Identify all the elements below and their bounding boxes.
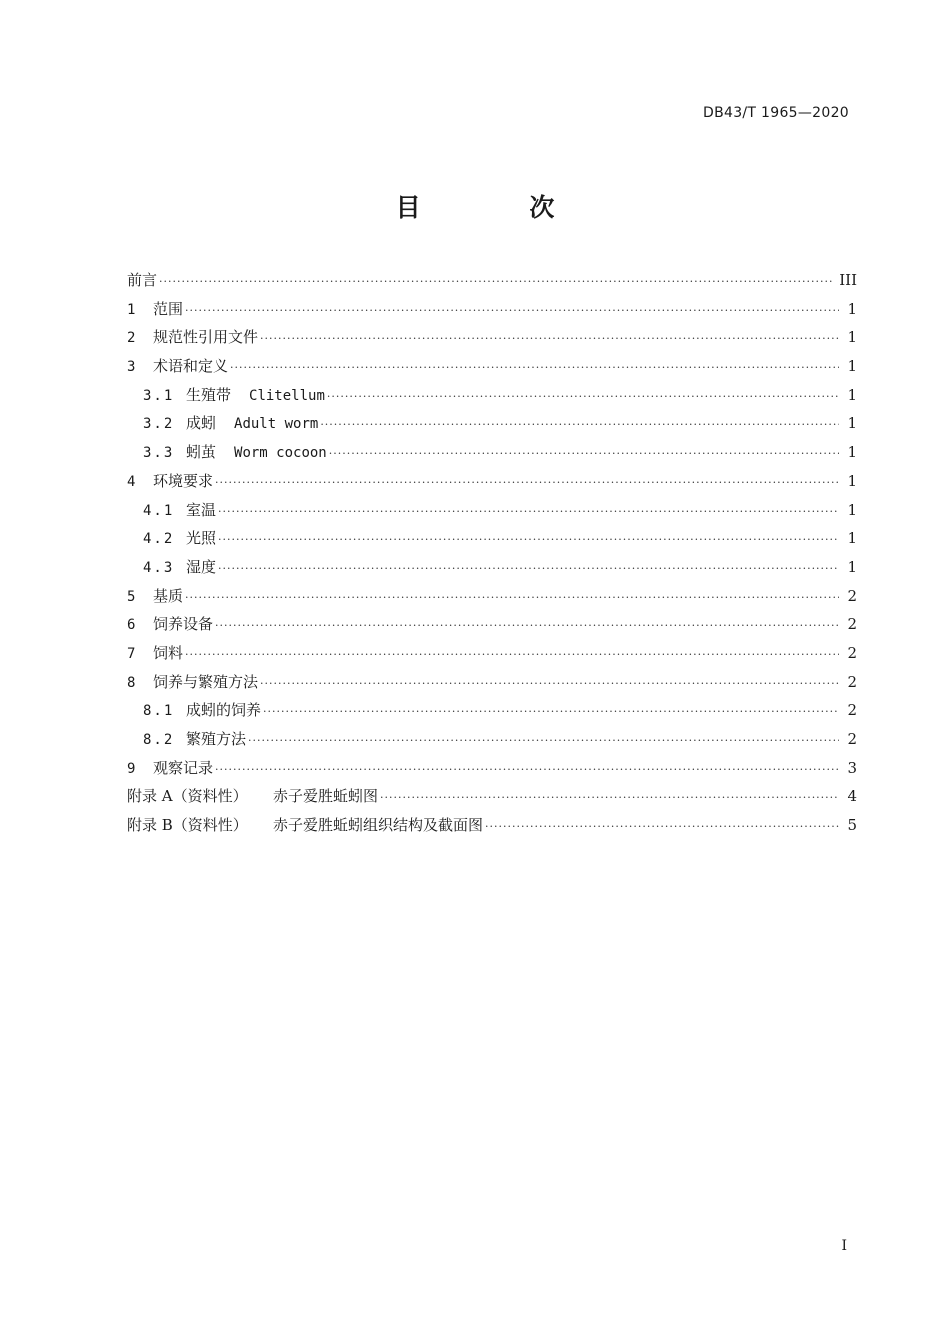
toc-entry[interactable] xyxy=(127,467,857,496)
toc-entry[interactable] xyxy=(127,381,857,410)
toc-entry-page: 2 xyxy=(847,615,857,634)
toc-entry-title: 成蚓的饲养 xyxy=(186,701,262,720)
toc-entry[interactable] xyxy=(127,438,857,467)
toc-entry[interactable] xyxy=(127,409,857,438)
toc-entry-page: 1 xyxy=(847,500,857,519)
dot-leader xyxy=(215,612,839,641)
toc-entry[interactable] xyxy=(127,553,857,582)
toc-entry-page: III xyxy=(839,271,857,289)
table-of-contents xyxy=(127,266,857,840)
toc-entry-english-term: Worm cocoon xyxy=(234,445,327,462)
toc-entry-title: 成蚓 xyxy=(186,414,217,433)
toc-entry-title: 饲料 xyxy=(153,643,184,662)
toc-entry[interactable] xyxy=(127,639,857,668)
dot-leader xyxy=(218,498,839,527)
toc-entry[interactable] xyxy=(127,496,857,525)
toc-entry-number: 7 xyxy=(127,645,136,662)
toc-entry-title: 术语和定义 xyxy=(153,357,229,376)
toc-entry-page: 3 xyxy=(847,758,857,777)
toc-entry-title: 赤子爱胜蚯蚓组织结构及截面图 xyxy=(273,816,484,835)
dot-leader xyxy=(260,670,839,699)
dot-leader xyxy=(185,584,839,613)
dot-leader xyxy=(320,411,839,440)
toc-entry-title: 前言 xyxy=(127,271,158,289)
dot-leader xyxy=(327,383,839,412)
dot-leader xyxy=(185,297,839,326)
toc-entry-number: 4 xyxy=(127,473,136,490)
toc-entry-number: 4.1 xyxy=(143,502,175,519)
toc-entry-page: 2 xyxy=(847,586,857,605)
toc-entry-english-term: Clitellum xyxy=(249,387,325,404)
toc-entry-page: 1 xyxy=(847,299,857,318)
toc-entry-number: 8.1 xyxy=(143,703,175,720)
toc-entry-page: 1 xyxy=(847,557,857,576)
toc-entry-number: 3.1 xyxy=(143,387,175,404)
toc-entry[interactable] xyxy=(127,352,857,381)
dot-leader xyxy=(159,268,833,297)
dot-leader xyxy=(185,641,839,670)
toc-entry[interactable] xyxy=(127,811,857,840)
toc-entry-page: 2 xyxy=(847,672,857,691)
toc-entry[interactable] xyxy=(127,696,857,725)
toc-entry-number: 附录 A（资料性） xyxy=(127,787,248,806)
toc-entry-title: 繁殖方法 xyxy=(186,730,247,748)
toc-entry[interactable] xyxy=(127,610,857,639)
toc-entry-number: 2 xyxy=(127,330,136,347)
toc-entry-title: 范围 xyxy=(153,299,184,318)
toc-entry-english-term: Adult worm xyxy=(234,416,319,433)
toc-entry[interactable] xyxy=(127,524,857,553)
toc-entry-number: 8 xyxy=(127,674,136,691)
dot-leader xyxy=(248,727,839,756)
toc-entry-page: 1 xyxy=(847,529,857,548)
toc-entry-page: 2 xyxy=(847,730,857,748)
toc-entry-title: 赤子爱胜蚯蚓图 xyxy=(273,787,379,806)
document-code: DB43/T 1965—2020 xyxy=(703,105,849,121)
toc-entry-title: 饲养设备 xyxy=(153,615,214,634)
toc-entry-title: 蚓茧 xyxy=(186,443,217,462)
toc-entry-page: 1 xyxy=(847,414,857,433)
toc-entry-title: 环境要求 xyxy=(153,471,214,490)
toc-entry-number: 8.2 xyxy=(143,732,175,748)
toc-entry[interactable] xyxy=(127,295,857,324)
page-title: 目 次 xyxy=(395,193,605,222)
toc-entry-title: 湿度 xyxy=(186,557,217,576)
toc-entry-number: 5 xyxy=(127,588,136,605)
toc-entry[interactable] xyxy=(127,582,857,611)
toc-entry-number: 6 xyxy=(127,617,136,634)
toc-entry-page: 1 xyxy=(847,385,857,404)
toc-entry-title: 生殖带 xyxy=(186,385,232,404)
toc-entry-page: 2 xyxy=(847,643,857,662)
toc-entry-page: 4 xyxy=(847,787,857,806)
toc-entry-number: 9 xyxy=(127,760,136,777)
toc-entry-page: 1 xyxy=(847,443,857,462)
toc-entry-page: 1 xyxy=(847,357,857,376)
toc-entry-number: 附录 B（资料性） xyxy=(127,816,248,835)
toc-entry-number: 3.2 xyxy=(143,416,175,433)
toc-entry[interactable] xyxy=(127,323,857,352)
toc-entry-title: 规范性引用文件 xyxy=(153,328,259,347)
toc-entry-page: 1 xyxy=(847,471,857,490)
page-number: I xyxy=(841,1238,847,1254)
dot-leader xyxy=(218,526,839,555)
toc-entry-number: 4.2 xyxy=(143,531,175,548)
toc-entry-page: 2 xyxy=(847,701,857,720)
toc-entry-title: 基质 xyxy=(153,586,184,605)
toc-entry[interactable] xyxy=(127,754,857,783)
toc-entry-number: 3 xyxy=(127,359,136,376)
dot-leader xyxy=(218,555,839,584)
toc-entry-number: 3.3 xyxy=(143,445,175,462)
dot-leader xyxy=(230,354,839,383)
toc-entry-page: 1 xyxy=(847,328,857,347)
toc-entry[interactable] xyxy=(127,782,857,811)
toc-entry[interactable] xyxy=(127,725,857,754)
dot-leader xyxy=(485,813,839,842)
toc-entry-title: 室温 xyxy=(186,500,217,519)
toc-entry-number: 1 xyxy=(127,301,136,318)
dot-leader xyxy=(215,469,839,498)
toc-entry-title: 观察记录 xyxy=(153,758,214,777)
dot-leader xyxy=(215,756,839,785)
toc-entry-title: 光照 xyxy=(186,529,217,548)
toc-entry[interactable] xyxy=(127,266,857,295)
dot-leader xyxy=(263,698,839,727)
toc-entry[interactable] xyxy=(127,668,857,697)
toc-entry-number: 4.3 xyxy=(143,559,175,576)
dot-leader xyxy=(260,325,839,354)
dot-leader xyxy=(329,440,839,469)
toc-entry-title: 饲养与繁殖方法 xyxy=(153,672,259,691)
toc-entry-page: 5 xyxy=(847,816,857,835)
dot-leader xyxy=(380,784,839,813)
